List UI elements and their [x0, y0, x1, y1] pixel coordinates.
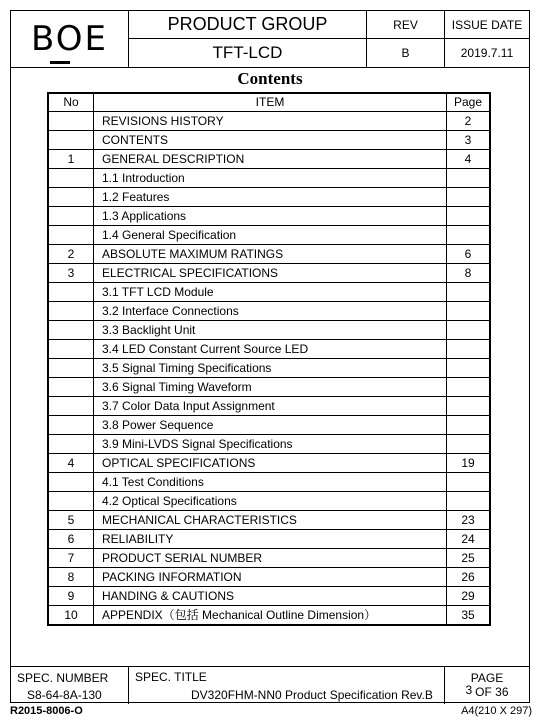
- row-no: [48, 397, 94, 416]
- row-no: 9: [48, 587, 94, 606]
- page-frame: [10, 10, 530, 703]
- product-group-value: TFT-LCD: [129, 39, 367, 67]
- spec-title-cell: [129, 667, 445, 704]
- row-page: 3: [447, 131, 491, 150]
- row-page: [447, 207, 491, 226]
- table-row: [48, 302, 490, 321]
- row-no: [48, 435, 94, 454]
- table-row: [48, 207, 490, 226]
- row-no: [48, 302, 94, 321]
- table-row: [48, 587, 490, 606]
- row-item: 3.4 LED Constant Current Source LED: [94, 340, 447, 359]
- row-item: CONTENTS: [94, 131, 447, 150]
- row-no: [48, 226, 94, 245]
- row-no: [48, 112, 94, 131]
- row-item: 3.1 TFT LCD Module: [94, 283, 447, 302]
- row-page: [447, 283, 491, 302]
- row-item: 1.3 Applications: [94, 207, 447, 226]
- spec-number-value: S8-64-8A-130: [27, 688, 102, 702]
- table-row: [48, 435, 490, 454]
- table-row: [48, 264, 490, 283]
- row-page: 23: [447, 511, 491, 530]
- row-page: 29: [447, 587, 491, 606]
- paper-size: A4(210 X 297): [461, 705, 532, 717]
- rev-label: REV: [367, 11, 445, 39]
- footer-block: [11, 666, 529, 704]
- row-page: [447, 473, 491, 492]
- logo-text: BOE: [31, 19, 108, 59]
- row-no: [48, 340, 94, 359]
- row-page: 8: [447, 264, 491, 283]
- column-header-item: ITEM: [94, 93, 447, 112]
- row-item: APPENDIX（包括 Mechanical Outline Dimension）: [94, 606, 447, 626]
- logo-underline: [50, 61, 70, 64]
- row-no: 6: [48, 530, 94, 549]
- row-item: 3.8 Power Sequence: [94, 416, 447, 435]
- row-page: [447, 416, 491, 435]
- page-cell: [445, 667, 529, 704]
- row-item: GENERAL DESCRIPTION: [94, 150, 447, 169]
- contents-table: [47, 92, 491, 626]
- row-item: 1.1 Introduction: [94, 169, 447, 188]
- table-row: [48, 245, 490, 264]
- row-no: [48, 188, 94, 207]
- row-page: 35: [447, 606, 491, 626]
- page-label: PAGE: [470, 671, 504, 685]
- row-no: [48, 321, 94, 340]
- row-item: OPTICAL SPECIFICATIONS: [94, 454, 447, 473]
- rev-value: B: [367, 39, 445, 67]
- row-page: 25: [447, 549, 491, 568]
- issue-date-value: 2019.7.11: [460, 46, 514, 60]
- row-page: 19: [447, 454, 491, 473]
- table-row: [48, 321, 490, 340]
- table-row: [48, 169, 490, 188]
- page-number: [445, 685, 529, 699]
- page-current: 3: [465, 683, 473, 697]
- row-page: [447, 188, 491, 207]
- row-item: 1.2 Features: [94, 188, 447, 207]
- table-row: [48, 188, 490, 207]
- row-no: 1: [48, 150, 94, 169]
- header-block: [11, 11, 529, 68]
- table-row: [48, 549, 490, 568]
- table-row: [48, 492, 490, 511]
- row-no: [48, 416, 94, 435]
- table-row: [48, 511, 490, 530]
- row-item: RELIABILITY: [94, 530, 447, 549]
- row-page: [447, 359, 491, 378]
- table-row: [48, 283, 490, 302]
- table-row: [48, 416, 490, 435]
- row-page: [447, 378, 491, 397]
- row-page: [447, 397, 491, 416]
- contents-title: Contents: [237, 69, 303, 88]
- row-item: 3.2 Interface Connections: [94, 302, 447, 321]
- column-header-page: Page: [447, 93, 491, 112]
- row-no: 4: [48, 454, 94, 473]
- row-no: 10: [48, 606, 94, 626]
- row-page: [447, 226, 491, 245]
- row-page: 6: [447, 245, 491, 264]
- table-row: [48, 131, 490, 150]
- column-header-no: No: [48, 93, 94, 112]
- table-row: [48, 150, 490, 169]
- row-no: [48, 131, 94, 150]
- row-item: MECHANICAL CHARACTERISTICS: [94, 511, 447, 530]
- page-total: OF 36: [475, 685, 509, 699]
- table-row: [48, 454, 490, 473]
- row-no: 8: [48, 568, 94, 587]
- row-page: [447, 302, 491, 321]
- row-item: PRODUCT SERIAL NUMBER: [94, 549, 447, 568]
- row-no: [48, 378, 94, 397]
- table-row: [48, 226, 490, 245]
- row-no: 5: [48, 511, 94, 530]
- row-item: REVISIONS HISTORY: [94, 112, 447, 131]
- row-no: 2: [48, 245, 94, 264]
- table-row: [48, 397, 490, 416]
- table-row: [48, 359, 490, 378]
- row-item: ELECTRICAL SPECIFICATIONS: [94, 264, 447, 283]
- row-no: 7: [48, 549, 94, 568]
- table-row: [48, 112, 490, 131]
- row-page: [447, 321, 491, 340]
- row-item: 3.7 Color Data Input Assignment: [94, 397, 447, 416]
- row-item: 3.9 Mini-LVDS Signal Specifications: [94, 435, 447, 454]
- spec-title-label: SPEC. TITLE: [135, 670, 207, 684]
- spec-number-cell: [11, 667, 129, 704]
- table-row: [48, 340, 490, 359]
- table-row: [48, 530, 490, 549]
- row-no: [48, 473, 94, 492]
- table-header-row: [48, 93, 490, 112]
- row-page: [447, 169, 491, 188]
- row-no: [48, 169, 94, 188]
- row-item: PACKING INFORMATION: [94, 568, 447, 587]
- row-page: [447, 492, 491, 511]
- row-item: 4.2 Optical Specifications: [94, 492, 447, 511]
- row-item: 3.3 Backlight Unit: [94, 321, 447, 340]
- row-page: 26: [447, 568, 491, 587]
- spec-title-value: DV320FHM-NN0 Product Specification Rev.B: [191, 688, 433, 702]
- row-item: 1.4 General Specification: [94, 226, 447, 245]
- row-item: 4.1 Test Conditions: [94, 473, 447, 492]
- row-item: 3.6 Signal Timing Waveform: [94, 378, 447, 397]
- boe-logo: [11, 11, 129, 67]
- product-group-label: PRODUCT GROUP: [129, 11, 367, 39]
- document-number: R2015-8006-O: [10, 705, 83, 717]
- row-no: 3: [48, 264, 94, 283]
- row-item: ABSOLUTE MAXIMUM RATINGS: [94, 245, 447, 264]
- table-row: [48, 378, 490, 397]
- row-no: [48, 359, 94, 378]
- row-page: 4: [447, 150, 491, 169]
- row-no: [48, 492, 94, 511]
- row-page: 24: [447, 530, 491, 549]
- row-page: [447, 340, 491, 359]
- issue-date-label: ISSUE DATE: [445, 11, 529, 39]
- table-row: [48, 606, 490, 626]
- row-page: [447, 435, 491, 454]
- spec-number-label: SPEC. NUMBER: [17, 671, 109, 685]
- row-no: [48, 207, 94, 226]
- table-row: [48, 568, 490, 587]
- table-row: [48, 473, 490, 492]
- row-no: [48, 283, 94, 302]
- row-item: HANDING & CAUTIONS: [94, 587, 447, 606]
- row-page: 2: [447, 112, 491, 131]
- row-item: 3.5 Signal Timing Specifications: [94, 359, 447, 378]
